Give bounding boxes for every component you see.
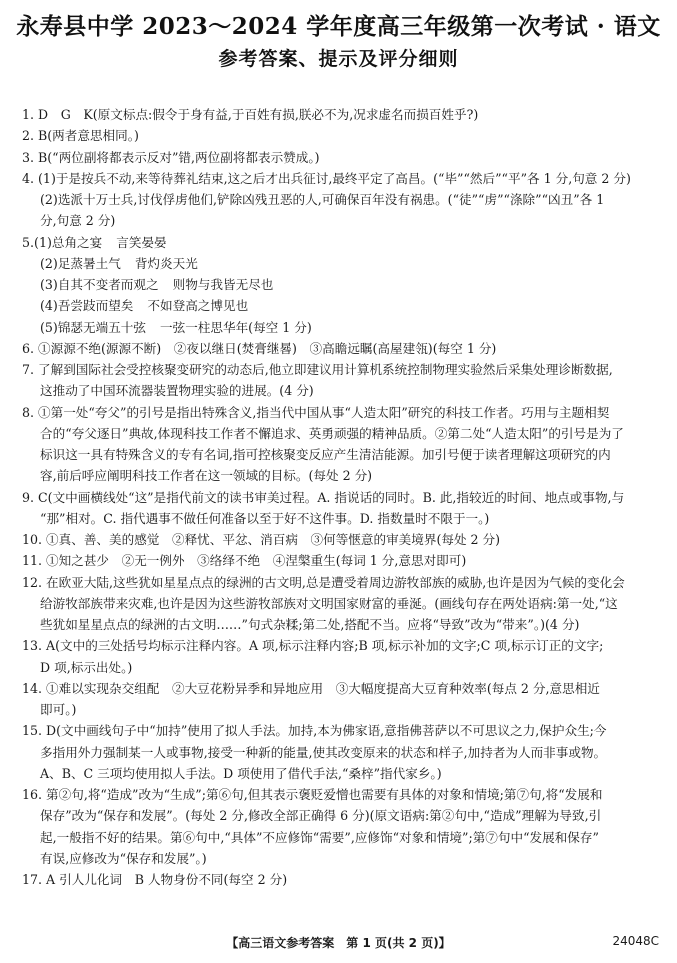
answer-5-line: 言笑晏晏 [116, 234, 167, 250]
footer-page-label: 【高三语文参考答案 第 1 页(共 2 页)】 [226, 936, 451, 950]
page-subtitle: 参考答案、提示及评分细则 [218, 48, 459, 70]
answer-6: 6. ①源源不绝(源源不断) ②夜以继日(焚膏继晷) ③高瞻远瞩(高屋建瓴)(每空 1 分) [22, 340, 497, 356]
answer-4-line: 分,句意 2 分) [40, 213, 116, 229]
answer-7: 7. 了解到国际社会受控核聚变研究的动态后,他立即建议用计算机系统控制物理实验然后采集处理诊断数据, [22, 362, 613, 377]
answer-5-line: (1)总角之宴 [34, 234, 103, 250]
page-title: 永寿县中学 2023～2024 学年度高三年级第一次考试 · 语文 [16, 13, 661, 40]
answer-5-part: (5)锦瑟无端五十弦 [40, 319, 146, 335]
answer-5-part: (4)吾尝跂而望矣 [40, 298, 134, 314]
answer-5-part: (3)自其不变者而观之 [40, 277, 159, 292]
answer-15-line: 多指用外力强制某一人或事物,接受一种新的能量,使其改变原来的状态和样子,加持者为人而非事或物。 [40, 744, 607, 760]
answer-14: 14. ①难以实现杂交组配 ②大豆花粉异季和异地应用 ③大幅度提高大豆育种效率(每点 2 分,意思相近 [22, 680, 600, 696]
answer-5-part: (2)足蒸暑土气 [40, 255, 121, 271]
answer-13-line: D 项,标示出处。) [40, 659, 133, 675]
answer-5-part: 则物与我皆无尽也 [172, 277, 274, 292]
answer-5 [22, 232, 662, 253]
answer-13: 13. A(文中的三处括号均标示注释内容。A 项,标示注释内容;B 项,标示补加的文字;C 项,标示订正的文字; [22, 638, 604, 654]
answer-2: 2. B(两者意思相同。) [22, 128, 139, 144]
answer-5-line [22, 295, 662, 316]
answer-5-line [22, 317, 662, 338]
answer-17: 17. A 引人儿化词 B 人物身份不同(每空 2 分) [22, 872, 288, 887]
answer-body [22, 104, 662, 890]
answer-1: 1. D G K(原文标点:假令于身有益,于百姓有损,朕必不为,况求虚名而损百姓乎?) [22, 107, 479, 122]
answer-8: 8. ①第一处“夸父”的引号是指出特殊含义,指当代中国从事“人造太阳”研究的科技工作者。巧用与主题相契 [22, 404, 610, 420]
answer-16-line: 起,一般指不好的结果。第⑥句中,“具体”不应修饰“需要”,应修饰“对象和情境”;第⑦句中“发展和保存” [40, 829, 599, 845]
answer-8-line: 容,前后呼应阐明科技工作者在这一领域的目标。(每处 2 分) [40, 468, 373, 484]
answer-5-line [22, 253, 662, 274]
answer-14-line: 即可。) [40, 702, 77, 717]
answer-11: 11. ①知之甚少 ②无一例外 ③络绎不绝 ④涅槃重生(每词 1 分,意思对即可) [22, 553, 467, 569]
answer-15-line: A、B、C 三项均使用拟人手法。D 项使用了借代手法,“桑梓”指代家乡。) [40, 765, 442, 781]
answer-4-line: (2)选派十万士兵,讨伐俘虏他们,铲除凶残丑恶的人,可确保百年没有祸患。(“徒”“虏”“涤除”“凶丑”各 1 [40, 192, 605, 207]
answer-5-part: 不如登高之博见也 [147, 298, 249, 314]
answer-9-line: “那”相对。C. 指代遇事不做任何准备以至于好不这件事。D. 指数量时不限于一。) [40, 510, 490, 526]
answer-12-line: 给游牧部族带来灾难,也许是因为这些游牧部族对文明国家财富的垂涎。(画线句存在两处语病:第一处,“这 [40, 595, 618, 611]
answer-8-line: 标识这一具有特殊含义的专有名词,指可控核聚变反应产生清洁能源。加引号便于读者理解这项研究的内 [40, 447, 611, 462]
answer-5-part: 背灼炎天光 [134, 255, 198, 271]
answer-8-line: 合的“夸父逐日”典故,体现科技工作者不懈追求、英勇顽强的精神品质。②第二处“人造太阳”的引号是为了 [40, 425, 624, 441]
answer-3: 3. B(“两位副将都表示反对”错,两位副将都表示赞成。) [22, 149, 320, 165]
answer-12: 12. 在欧亚大陆,这些犹如星星点点的绿洲的古文明,总是遭受着周边游牧部族的威胁,也许是因为气候的变化会 [22, 574, 625, 590]
answer-4: 4. (1)于是按兵不动,来等待葬礼结束,这之后才出兵征讨,最终平定了高昌。(“毕”“然后”“平”各 1 分,句意 2 分) [22, 170, 631, 186]
answer-12-line: 些犹如星星点点的绿洲的古文明……”句式杂糅;第二处,搭配不当。应将“导致”改为“带来”。)(4 分) [40, 617, 580, 632]
answer-5-line [22, 274, 662, 295]
footer-code: 24048C [612, 934, 659, 948]
answer-5-head: 5. [22, 234, 35, 250]
answer-16-line: 保存”改为“保存和发展”。(每处 2 分,修改全部正确得 6 分)(原文语病:第②句中,“造成”理解为导致,引 [40, 808, 602, 824]
answer-9: 9. C(文中画横线处“这”是指代前文的读书审美过程。A. 指说话的同时。B. 此,指较近的时间、地点或事物,与 [22, 489, 625, 505]
answer-5-part: 一弦一柱思华年(每空 1 分) [160, 319, 312, 335]
answer-15: 15. D(文中画线句子中“加持”使用了拟人手法。加持,本为佛家语,意指佛菩萨以不可思议之力,保护众生;今 [22, 723, 607, 739]
answer-16: 16. 第②句,将“造成”改为“生成”;第⑥句,但其表示褒贬爱憎也需要有具体的对象和情境;第⑦句,将“发展和 [22, 787, 603, 802]
answer-7-line: 这推动了中国环流器装置物理实验的进展。(4 分) [40, 383, 314, 399]
answer-16-line: 有误,应修改为“保存和发展”。) [40, 850, 207, 866]
answer-10: 10. ①真、善、美的感觉 ②释忧、平忿、消百病 ③何等惬意的审美境界(每处 2 分) [22, 532, 501, 547]
page-footer [0, 934, 677, 954]
